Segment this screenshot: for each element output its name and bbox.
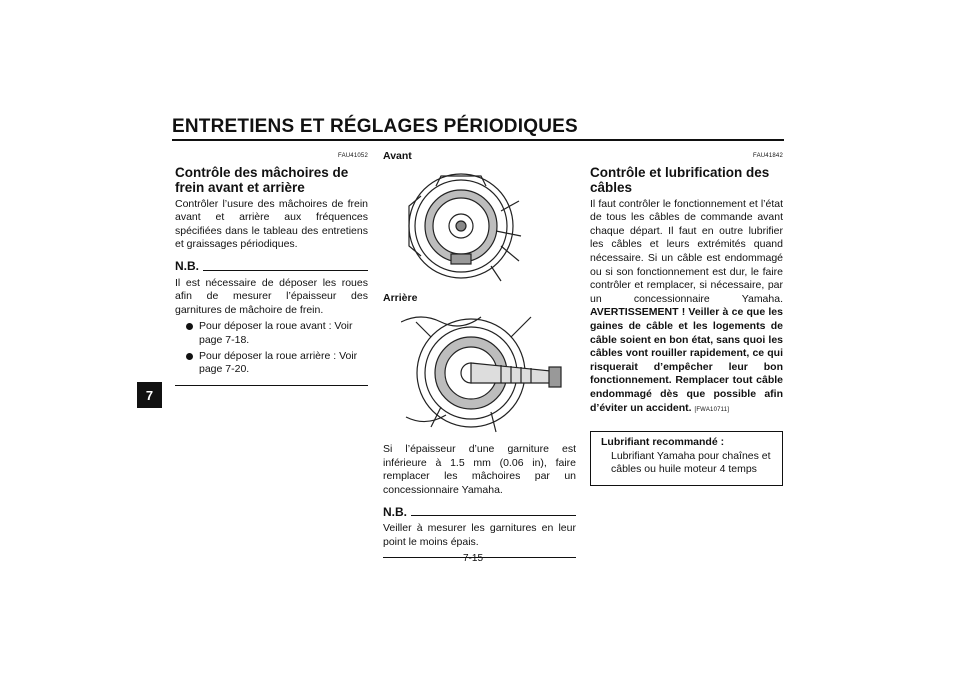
middle-column (383, 150, 576, 558)
cables-body (590, 198, 783, 418)
nb-heading (383, 506, 576, 520)
nb-text: Il est nécessaire de déposer les roues afin de mesurer l’épaisseur des garnitures de mâchoire de frein. (175, 276, 368, 316)
bullet-list (175, 320, 368, 376)
chapter-tab: 7 (137, 382, 162, 408)
nb-end-rule (383, 557, 576, 558)
list-item (175, 350, 368, 377)
section-code: FAU41842 (753, 153, 783, 159)
warning-text: AVERTISSEMENT ! Veiller à ce que les gaines de câble et les logements de câble soient en bon état, sans quoi les câbles vont rouiller rapidement, ce qui risquerait d’empêcher leur bon fonctionnement. Remplacer tout câble endommagé dès que possible afin d’éviter un accident. (590, 306, 783, 414)
nb-label: N.B. (175, 258, 199, 273)
cables-body-text: Il faut contrôler le fonctionnement et l’état de tous les câbles de commande avant chaque départ. Il faut en outre lubrifier les câbles et leurs extrémités quand nécessaire. Si un câble est endommagé ou si son fonctionnement est dur, le faire contrôler et remplacer, si nécessaire, par un concessionnaire Yamaha. (590, 197, 783, 305)
bullet-icon (186, 353, 193, 360)
nb-label: N.B. (383, 504, 407, 519)
warning-code: [FWA10711] (694, 406, 730, 413)
rear-brake-drum-image (401, 307, 581, 439)
lubricant-title: Lubrifiant recommandé : (601, 436, 725, 449)
section-title-cables: Contrôle et lubrification des câbles (590, 164, 770, 195)
nb-heading (175, 260, 368, 274)
section-code: FAU41052 (338, 153, 368, 159)
page-header-title: ENTRETIENS ET RÉGLAGES PÉRIODIQUES (172, 116, 578, 137)
rear-label: Arrière (383, 291, 418, 304)
nb-end-rule (175, 385, 368, 386)
right-column (590, 150, 783, 486)
front-brake-drum-image (401, 166, 526, 286)
page-number: 7-15 (463, 553, 484, 564)
list-item-text: Pour déposer la roue avant : Voir page 7-18. (199, 320, 353, 346)
nb-rule (411, 515, 576, 516)
left-column (175, 150, 368, 386)
lubricant-box (590, 431, 783, 486)
bullet-icon (186, 323, 193, 330)
lubricant-text: Lubrifiant Yamaha pour chaînes et câbles ou huile moteur 4 temps (611, 449, 771, 476)
list-item-text: Pour déposer la roue arrière : Voir page 7-20. (199, 349, 358, 376)
header-rule (172, 139, 784, 141)
list-item (175, 320, 368, 347)
brake-shoes-body: Contrôler l’usure des mâchoires de frein avant et arrière aux fréquences spécifiées dans le tableau des entretiens et graissages périodiques. (175, 197, 368, 251)
front-label: Avant (383, 150, 412, 162)
section-title-brake-shoes: Contrôle des mâchoires de frein avant et arrière (175, 164, 349, 195)
thickness-body: Si l’épaisseur d’une garniture est inférieure à 1.5 mm (0.06 in), faire remplacer les mâchoires par un concessionnaire Yamaha. (383, 443, 576, 496)
nb-rule (203, 270, 368, 271)
nb-text: Veiller à mesurer les garnitures en leur point le moins épais. (383, 522, 576, 548)
